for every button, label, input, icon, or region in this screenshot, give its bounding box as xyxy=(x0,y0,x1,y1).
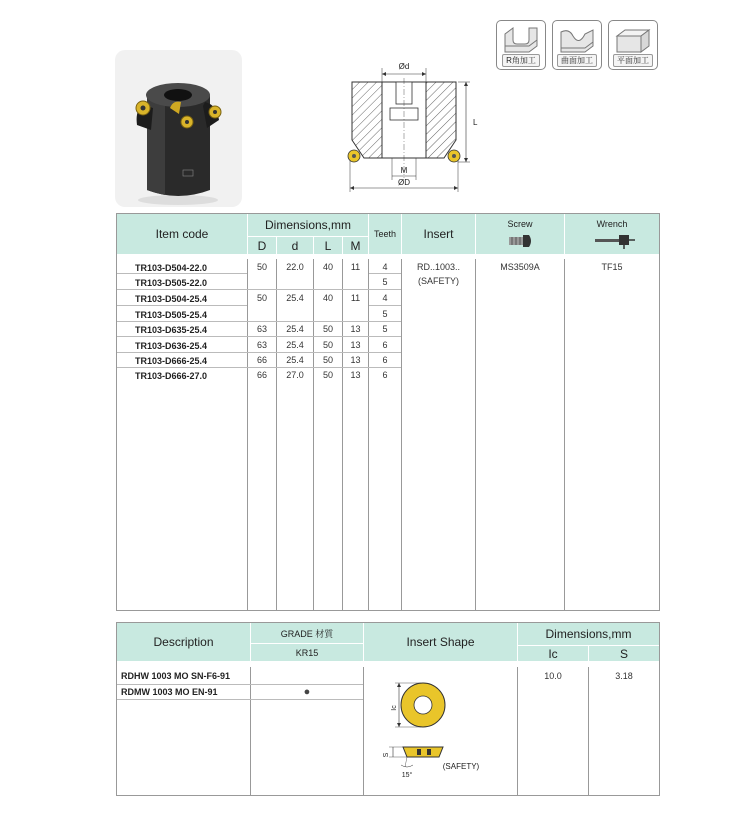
dim-L-row-0: 40 xyxy=(322,262,333,272)
insert-safety-note: (SAFETY) xyxy=(417,276,459,286)
insert-desc-row-1: RDMW 1003 MO EN-91 xyxy=(121,687,218,697)
header-teeth: Teeth xyxy=(373,229,397,239)
teeth-row-5: 6 xyxy=(382,340,388,350)
flat-surface-icon xyxy=(613,24,653,54)
product-photo xyxy=(115,50,242,207)
header-dim-M: M xyxy=(350,238,361,253)
header-insert-shape: Insert Shape xyxy=(406,635,475,649)
header-item-code: Item code xyxy=(155,227,209,241)
teeth-row-3: 5 xyxy=(382,309,388,319)
header-wrench: Wrench xyxy=(596,219,628,229)
dim-M-row-0: 11 xyxy=(350,262,361,272)
flat-surface-mode xyxy=(608,20,658,70)
header-screw: Screw xyxy=(507,219,533,229)
ic-dimension-label: Ic xyxy=(391,705,398,711)
item-code-row-4: TR103-D635-25.4 xyxy=(135,325,208,335)
insert-specification-table xyxy=(116,622,660,796)
wrench-value: TF15 xyxy=(601,262,623,272)
safety-label: (SAFETY) xyxy=(442,762,480,771)
curved-surface-label: 曲面加工 xyxy=(557,54,597,67)
item-code-row-7: TR103-D666-27.0 xyxy=(135,371,208,381)
dim-D-row-6: 66 xyxy=(256,355,267,365)
curved-surface-icon xyxy=(557,24,597,54)
header-dim-d: d xyxy=(291,238,299,253)
dim-d-row-4: 25.4 xyxy=(286,324,304,334)
cutter-specification-table xyxy=(116,213,660,611)
dim-L-row-5: 50 xyxy=(322,340,333,350)
dim-L-row-4: 50 xyxy=(322,324,333,334)
insert-table-header xyxy=(117,623,659,661)
item-code-row-1: TR103-D505-22.0 xyxy=(135,278,208,288)
m-label: M xyxy=(400,166,408,175)
dim-d-row-5: 25.4 xyxy=(286,340,304,350)
dim-d-row-6: 25.4 xyxy=(286,355,304,365)
item-code-row-2: TR103-D504-25.4 xyxy=(135,294,208,304)
dim-M-row-5: 13 xyxy=(350,340,361,350)
item-code-row-0: TR103-D504-22.0 xyxy=(135,263,208,273)
dim-D-row-4: 63 xyxy=(256,324,267,334)
s-dimension-label: S xyxy=(383,752,390,758)
item-code-row-6: TR103-D666-25.4 xyxy=(135,356,208,366)
teeth-row-7: 6 xyxy=(382,370,388,380)
face-mill-cutter-image xyxy=(115,50,242,207)
cutter-dimension-drawing xyxy=(330,52,480,202)
wrench-icon xyxy=(593,232,637,250)
s-value: 3.18 xyxy=(615,671,633,681)
header-grade-code: KR15 xyxy=(295,647,319,658)
dim-L-row-2: 40 xyxy=(322,293,333,303)
dim-M-row-2: 11 xyxy=(350,293,361,303)
od-small-label: Ød xyxy=(398,62,410,71)
dim-M-row-6: 13 xyxy=(350,355,361,365)
dim-L-row-7: 50 xyxy=(322,370,333,380)
machining-mode-icons xyxy=(496,20,658,70)
header-dim-L: L xyxy=(324,238,332,253)
grade-mark-row-1: ● xyxy=(303,686,311,698)
teeth-row-1: 5 xyxy=(382,277,388,287)
od-large-label: ØD xyxy=(398,178,410,187)
screw-icon xyxy=(507,234,535,248)
item-code-row-5: TR103-D636-25.4 xyxy=(135,341,208,351)
header-grade: GRADE 材質 xyxy=(280,628,334,639)
insert-shape-drawing xyxy=(379,675,509,787)
ic-value: 10.0 xyxy=(544,671,562,681)
curved-surface-mode xyxy=(552,20,602,70)
teeth-row-4: 5 xyxy=(382,324,388,334)
header-dim-D: D xyxy=(257,238,267,253)
header-ic: Ic xyxy=(548,646,558,661)
header-dimensions: Dimensions,mm xyxy=(264,218,351,232)
r-corner-label: R角加工 xyxy=(502,54,540,67)
header-s: S xyxy=(619,646,628,661)
cutter-table-header xyxy=(117,214,659,254)
header-description: Description xyxy=(153,635,214,649)
insert-desc-row-0: RDHW 1003 MO SN-F6-91 xyxy=(121,671,231,681)
dim-M-row-4: 13 xyxy=(350,324,361,334)
dim-D-row-0: 50 xyxy=(256,262,267,272)
insert-side-view xyxy=(403,747,443,757)
r-corner-mode xyxy=(496,20,546,70)
flat-surface-label: 平面加工 xyxy=(613,54,653,67)
cutter-table-body xyxy=(117,259,659,610)
l-label: L xyxy=(473,118,478,127)
dim-d-row-0: 22.0 xyxy=(286,262,304,272)
screw-value: MS3509A xyxy=(500,262,540,272)
teeth-row-0: 4 xyxy=(382,262,388,272)
angle-label: 15° xyxy=(401,772,413,779)
r-corner-icon xyxy=(501,24,541,54)
header-insert: Insert xyxy=(423,227,454,241)
teeth-row-2: 4 xyxy=(382,293,388,303)
dim-D-row-7: 66 xyxy=(256,370,267,380)
insert-table-body xyxy=(117,667,659,795)
dim-M-row-7: 13 xyxy=(350,370,361,380)
teeth-row-6: 6 xyxy=(382,355,388,365)
dim-D-row-5: 63 xyxy=(256,340,267,350)
header-dimensions-2: Dimensions,mm xyxy=(545,627,632,641)
dim-d-row-2: 25.4 xyxy=(286,293,304,303)
insert-value: RD..1003.. xyxy=(416,262,461,272)
item-code-row-3: TR103-D505-25.4 xyxy=(135,310,208,320)
dim-L-row-6: 50 xyxy=(322,355,333,365)
dim-D-row-2: 50 xyxy=(256,293,267,303)
dim-d-row-7: 27.0 xyxy=(286,370,304,380)
